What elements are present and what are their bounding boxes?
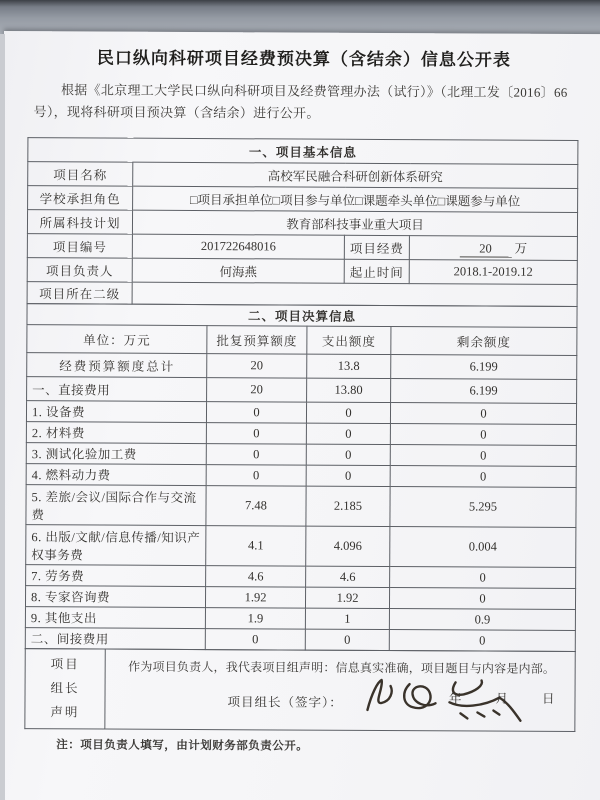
remain-value: 0.004 xyxy=(390,527,576,568)
basic-info-table xyxy=(27,137,579,307)
spent-value: 4.096 xyxy=(306,526,390,566)
row-label: 4. 燃料动力费 xyxy=(26,464,206,486)
leader-label: 项目负责人 xyxy=(27,258,132,283)
remain-value: 0 xyxy=(390,567,576,589)
remain-value: 6.199 xyxy=(391,379,577,404)
budget-value: 0 xyxy=(206,402,306,424)
settlement-table xyxy=(25,303,578,652)
row-label: 8. 专家咨询费 xyxy=(25,586,205,608)
document-paper xyxy=(0,31,600,800)
row-label: 5. 差旅/会议/国际合作与交流费 xyxy=(26,485,206,526)
table-row xyxy=(26,485,576,528)
budget-value: 1.9 xyxy=(205,608,305,630)
table-row xyxy=(27,353,577,380)
budget-value: 20 xyxy=(207,378,307,403)
table-row xyxy=(25,607,575,631)
remain-value: 0 xyxy=(390,424,576,446)
spent-value: 1 xyxy=(305,608,389,629)
fund-unit: 万 xyxy=(514,241,528,257)
period-label: 起止时间 xyxy=(344,259,409,283)
budget-value: 4.1 xyxy=(206,526,306,567)
plan-value: 教育部科技事业重大项目 xyxy=(132,210,577,236)
spent-value: 13.8 xyxy=(307,354,391,378)
project-name-value: 高校军民融合科研创新体系研究 xyxy=(133,162,578,188)
row-label: 经费预算额度总计 xyxy=(27,353,207,378)
project-name-label: 项目名称 xyxy=(28,162,133,187)
row-label: 3. 测试化验加工费 xyxy=(26,443,206,465)
column-header-spent: 支出额度 xyxy=(307,326,391,354)
column-header-remain: 剩余额度 xyxy=(391,327,577,356)
budget-value: 7.48 xyxy=(206,486,306,527)
budget-value: 1.92 xyxy=(205,587,305,609)
side-label-line: 组长 xyxy=(50,681,80,696)
project-number-value: 201722648016 xyxy=(132,234,344,259)
declaration-statement: 作为项目负责人，我代表项目组声明：信息真实准确，项目题目与内容是内部。 xyxy=(128,659,556,676)
row-label: 6. 出版/文献/信息传播/知识产权事务费 xyxy=(26,525,206,566)
period-value: 2018.1-2019.12 xyxy=(409,260,577,285)
table-row xyxy=(26,464,576,488)
budget-value: 0 xyxy=(206,444,306,466)
date-fields xyxy=(415,688,555,707)
project-number-label: 项目编号 xyxy=(27,234,132,259)
sign-label: 项目组长（签字）： xyxy=(227,694,343,710)
remain-value: 0.9 xyxy=(389,609,575,631)
table-row xyxy=(25,586,575,610)
section1-heading: 一、项目基本信息 xyxy=(28,138,578,165)
spent-value: 1.92 xyxy=(305,587,389,608)
remain-value: 0 xyxy=(389,588,575,610)
spent-value: 0 xyxy=(306,444,390,465)
leader-value: 何海燕 xyxy=(132,258,344,283)
remain-value: 5.295 xyxy=(390,487,576,528)
declaration-content xyxy=(105,649,575,731)
row-label: 二、间接费用 xyxy=(25,628,205,650)
dept-label: 项目所在二级 xyxy=(27,282,132,305)
column-header-budget: 批复预算额度 xyxy=(207,326,307,355)
declaration-side-label xyxy=(25,649,105,729)
year-label: 年 xyxy=(448,691,462,706)
spent-value: 0 xyxy=(305,629,389,650)
table-row xyxy=(27,377,577,404)
fund-label: 项目经费 xyxy=(344,235,409,259)
spent-value: 0 xyxy=(306,465,390,486)
spent-value: 4.6 xyxy=(306,566,390,587)
day-label: 日 xyxy=(541,691,555,706)
spent-value: 0 xyxy=(306,402,390,423)
spent-value: 13.80 xyxy=(307,378,391,402)
remain-value: 0 xyxy=(390,466,576,488)
side-label-line: 声明 xyxy=(50,704,80,719)
spent-value: 0 xyxy=(306,423,390,444)
dept-value xyxy=(132,282,577,306)
table-row xyxy=(26,401,576,425)
section2-heading: 二、项目决算信息 xyxy=(27,304,577,328)
month-label: 月 xyxy=(495,691,509,706)
intro-paragraph: 根据《北京理工大学民口纵向科研项目及经费管理办法（试行）》（北理工发〔2016〕66 号），现将科研项目预决算（含结余）进行公开。 xyxy=(33,82,568,121)
declaration-block xyxy=(24,648,575,732)
side-label-line: 项目 xyxy=(50,657,80,672)
fund-amount: 20 xyxy=(460,243,512,258)
remain-value: 0 xyxy=(389,630,575,652)
role-checkbox-options: □项目承担单位□项目参与单位□课题牵头单位□课题参与单位 xyxy=(133,186,578,212)
remain-value: 0 xyxy=(390,403,576,425)
budget-value: 4.6 xyxy=(206,566,306,588)
row-label: 1. 设备费 xyxy=(26,401,206,423)
row-label: 一、直接费用 xyxy=(27,377,207,402)
row-label: 2. 材料费 xyxy=(26,422,206,444)
document-title: 民口纵向科研项目经费预决算（含结余）信息公开表 xyxy=(96,48,511,70)
remain-value: 0 xyxy=(390,445,576,467)
plan-label: 所属科技计划 xyxy=(27,210,132,235)
table-row xyxy=(26,443,576,467)
row-label: 9. 其他支出 xyxy=(25,607,205,629)
column-header-unit: 单位：万元 xyxy=(27,325,207,354)
row-label: 7. 劳务费 xyxy=(26,565,206,587)
table-row xyxy=(26,565,576,589)
budget-value: 0 xyxy=(205,629,305,651)
budget-value: 0 xyxy=(206,423,306,445)
budget-value: 0 xyxy=(206,465,306,487)
footnote: 注：项目负责人填写，由计划财务部负责公开。 xyxy=(56,739,309,753)
remain-value: 6.199 xyxy=(391,355,577,380)
paper-left-edge xyxy=(0,34,5,800)
budget-value: 20 xyxy=(207,354,307,379)
role-label: 学校承担角色 xyxy=(28,186,133,211)
fund-value-cell xyxy=(409,236,577,261)
spent-value: 2.185 xyxy=(306,486,390,526)
table-row xyxy=(26,422,576,446)
table-row xyxy=(26,525,576,568)
